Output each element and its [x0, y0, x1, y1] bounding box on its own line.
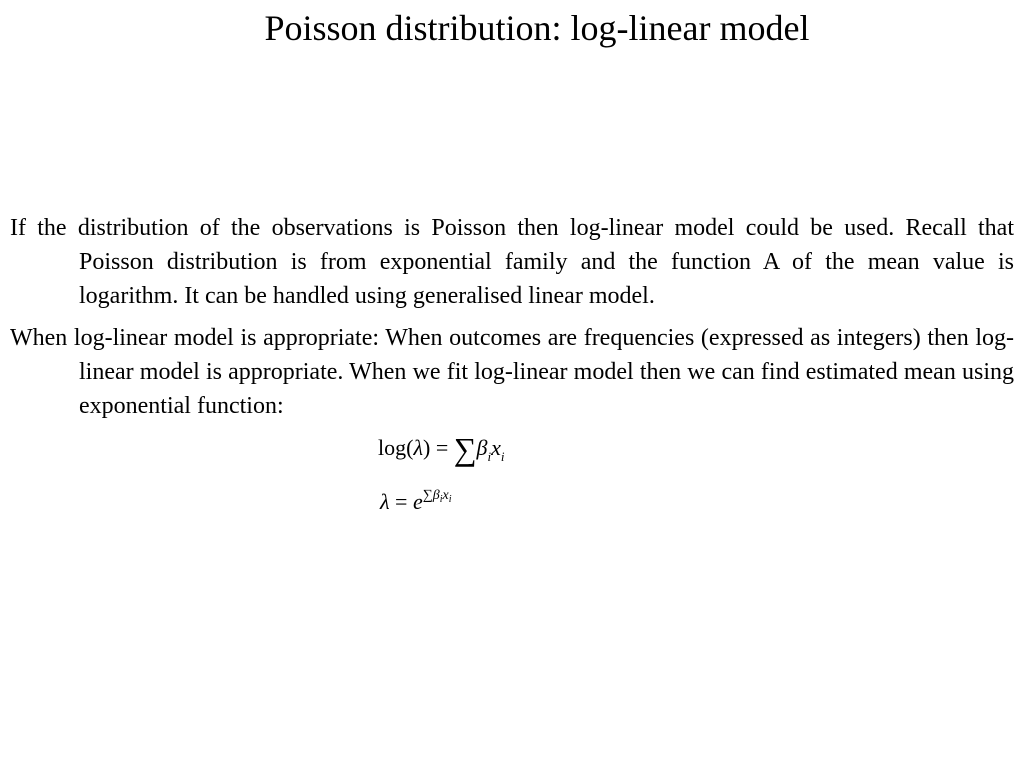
formula-exponent	[423, 488, 452, 503]
formula-lambda-symbol: λ	[380, 489, 390, 514]
formula-exp-sum-symbol: ∑	[422, 488, 433, 503]
formula-x-symbol: x	[491, 435, 501, 460]
formula-x-subscript: i	[500, 449, 505, 464]
formula-equals: =	[430, 435, 454, 460]
paragraph-poisson-intro: If the distribution of the observations is Poisson then log-linear model could be used. Recall that Poisson distribution is from exponential family and the function A of the mean value is logarithm. It can be handled using generalised linear model.	[10, 215, 1014, 309]
formula-log-lambda	[378, 431, 505, 471]
formula-lambda-symbol: λ	[413, 435, 423, 460]
slide-title: Poisson distribution: log-linear model	[264, 8, 810, 48]
formula-sum-symbol: ∑	[453, 431, 477, 467]
slide-body	[10, 211, 1014, 431]
formula-equals: =	[389, 489, 413, 514]
formula-exp-beta-symbol: β	[432, 488, 440, 503]
formula-exp-x-subscript: i	[448, 494, 452, 505]
formula-log-func: log(	[378, 435, 414, 460]
formula-beta-symbol: β	[476, 435, 488, 460]
formula-exp-beta-subscript: i	[439, 494, 443, 505]
formula-e-base: e	[412, 489, 423, 514]
formula-exp-x-symbol: x	[442, 488, 449, 503]
paragraph-when-appropriate: When log-linear model is appropriate: When outcomes are frequencies (expressed as integers) then log-linear model is appropriate. When we fit log-linear model then we can find estimated mean using exponential function:	[10, 325, 1014, 419]
formula-beta-subscript: i	[487, 449, 492, 464]
formula-lambda-exp	[380, 482, 451, 516]
formula-close-paren: )	[422, 435, 431, 460]
